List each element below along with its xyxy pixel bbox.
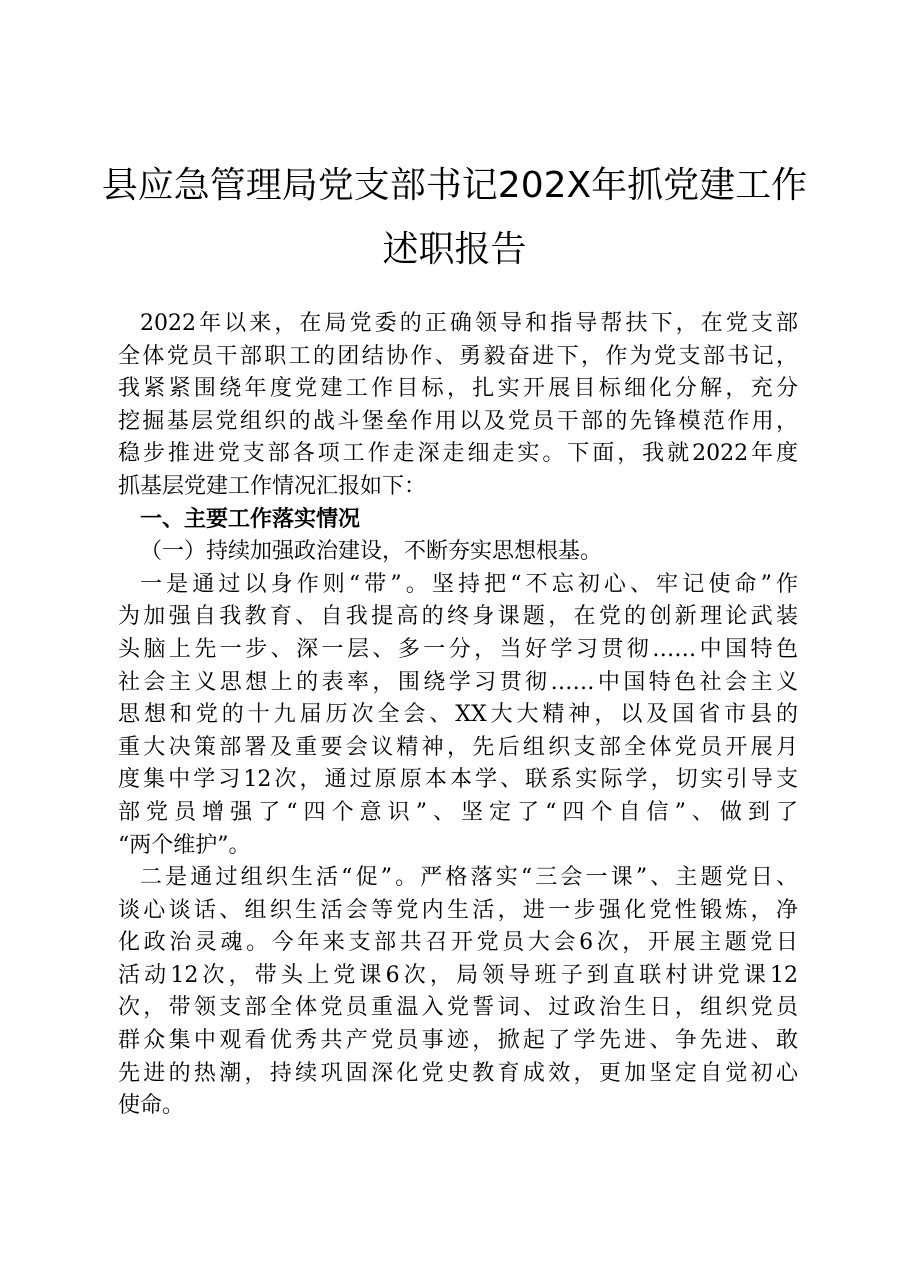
paragraph-2-line: 社会主义思想上的表率，围绕学习贯彻……中国特色社会主义 — [118, 669, 798, 695]
paragraph-1-line: 挖掘基层党组织的战斗堡垒作用以及党员干部的先锋模范作用， — [118, 408, 798, 434]
paragraph-1-line: 我紧紧围绕年度党建工作目标，扎实开展目标细化分解，充分 — [118, 376, 798, 402]
paragraph-1-line: 抓基层党建工作情况汇报如下： — [118, 473, 427, 499]
paragraph-1-line: 全体党员干部职工的团结协作、勇毅奋进下，作为党支部书记， — [118, 343, 798, 369]
paragraph-1-line: 2022年以来，在局党委的正确领导和指导帮扶下，在党支部 — [140, 311, 798, 336]
paragraph-3-line: 活动12次，带头上党课6次，局领导班子到直联村讲党课12 — [118, 962, 798, 988]
document-title-line-1: 县应急管理局党支部书记202X年抓党建工作 — [101, 165, 808, 206]
paragraph-3-line: 群众集中观看优秀共产党员事迹，掀起了学先进、争先进、敢 — [118, 1028, 798, 1054]
paragraph-3-line: 次，带领支部全体党员重温入党誓词、过政治生日，组织党员 — [118, 995, 798, 1021]
paragraph-3-line: 二是通过组织生活“促”。严格落实“三会一课”、主题党日、 — [140, 865, 798, 891]
paragraph-3-line: 先进的热潮，持续巩固深化党史教育成效，更加坚定自觉初心 — [118, 1060, 798, 1086]
paragraph-2-line: 部党员增强了“四个意识”、坚定了“四个自信”、做到了 — [118, 799, 798, 825]
paragraph-2-line: 重大决策部署及重要会议精神，先后组织支部全体党员开展月 — [118, 734, 798, 760]
paragraph-2-line: 为加强自我教育、自我提高的终身课题，在党的创新理论武装 — [118, 604, 798, 630]
paragraph-2-line: 思想和党的十九届历次全会、XX大大精神，以及国省市县的 — [118, 702, 798, 728]
section-heading-1: 一、主要工作落实情况 — [140, 506, 361, 532]
paragraph-2-line: 头脑上先一步、深一层、多一分，当好学习贯彻……中国特色 — [118, 636, 798, 662]
document-body — [118, 308, 798, 1123]
paragraph-1-line: 稳步推进党支部各项工作走深走细走实。下面，我就2022年度 — [118, 441, 798, 467]
paragraph-2-line: 度集中学习12次，通过原原本本学、联系实际学，切实引导支 — [118, 767, 798, 793]
subsection-heading-1: （一）持续加强政治建设，不断夯实思想根基。 — [140, 539, 603, 565]
document-title-line-2: 述职报告 — [382, 229, 527, 270]
paragraph-2-line: “两个维护”。 — [118, 832, 251, 858]
paragraph-3-line: 谈心谈话、组织生活会等党内生活，进一步强化党性锻炼，净 — [118, 897, 798, 923]
paragraph-3-line: 化政治灵魂。今年来支部共召开党员大会6次，开展主题党日 — [118, 930, 798, 956]
paragraph-2-line: 一是通过以身作则“带”。坚持把“不忘初心、牢记使命”作 — [140, 571, 798, 597]
paragraph-3-line: 使命。 — [118, 1093, 185, 1119]
